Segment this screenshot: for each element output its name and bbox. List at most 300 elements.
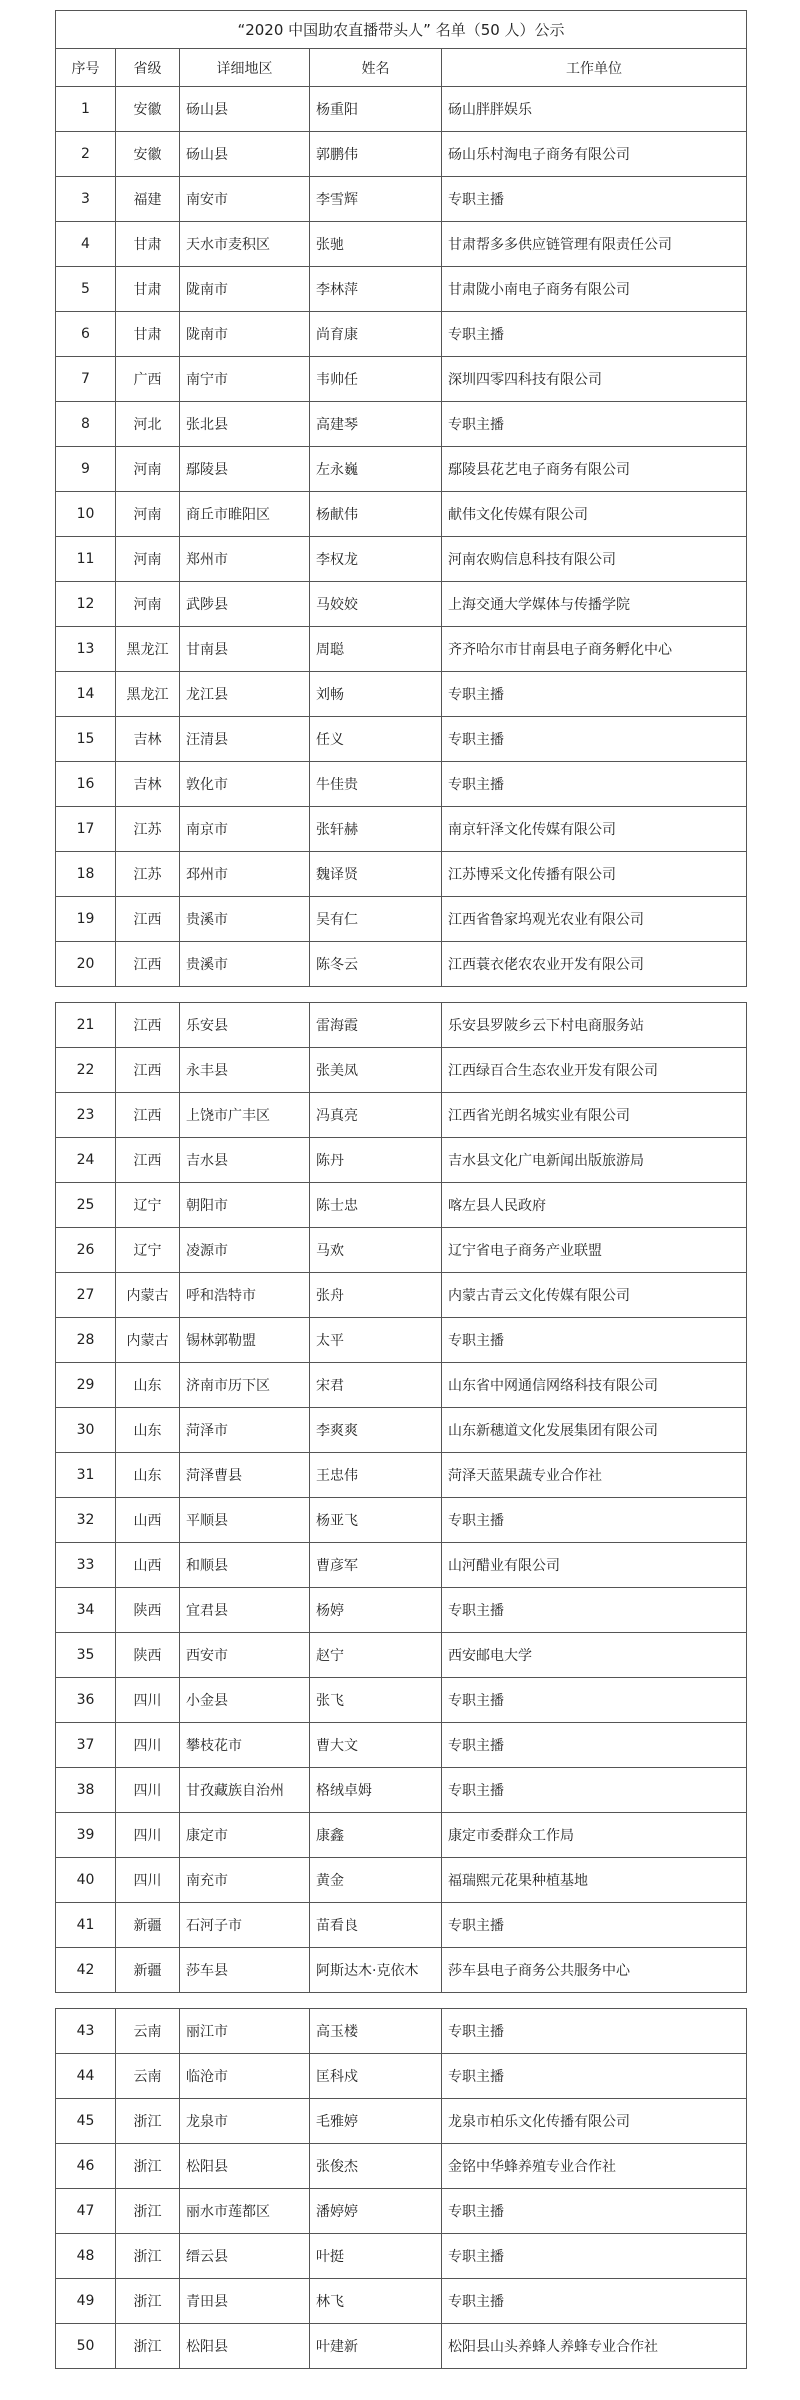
row-workplace: 内蒙古青云文化传媒有限公司 bbox=[442, 1273, 747, 1318]
row-number: 11 bbox=[56, 537, 116, 582]
row-name: 吴有仁 bbox=[310, 897, 442, 942]
row-area: 南宁市 bbox=[180, 357, 310, 402]
row-area: 丽水市莲都区 bbox=[180, 2189, 310, 2234]
table-row bbox=[56, 897, 747, 942]
row-number: 20 bbox=[56, 942, 116, 987]
row-workplace: 喀左县人民政府 bbox=[442, 1183, 747, 1228]
row-province: 陕西 bbox=[116, 1588, 180, 1633]
row-workplace: 龙泉市柏乐文化传播有限公司 bbox=[442, 2099, 747, 2144]
table-row bbox=[56, 1138, 747, 1183]
row-workplace: 鄢陵县花艺电子商务有限公司 bbox=[442, 447, 747, 492]
table-row bbox=[56, 2144, 747, 2189]
row-number: 6 bbox=[56, 312, 116, 357]
row-number: 18 bbox=[56, 852, 116, 897]
row-province: 云南 bbox=[116, 2054, 180, 2099]
row-number: 38 bbox=[56, 1768, 116, 1813]
row-area: 砀山县 bbox=[180, 87, 310, 132]
row-workplace: 松阳县山头养蜂人养蜂专业合作社 bbox=[442, 2324, 747, 2369]
row-workplace: 专职主播 bbox=[442, 672, 747, 717]
row-workplace: 甘肃陇小南电子商务有限公司 bbox=[442, 267, 747, 312]
row-workplace: 河南农购信息科技有限公司 bbox=[442, 537, 747, 582]
row-number: 28 bbox=[56, 1318, 116, 1363]
row-province: 山东 bbox=[116, 1408, 180, 1453]
row-province: 辽宁 bbox=[116, 1228, 180, 1273]
row-province: 吉林 bbox=[116, 762, 180, 807]
row-number: 13 bbox=[56, 627, 116, 672]
row-workplace: 专职主播 bbox=[442, 177, 747, 222]
row-province: 浙江 bbox=[116, 2189, 180, 2234]
row-workplace: 专职主播 bbox=[442, 2009, 747, 2054]
row-area: 菏泽市 bbox=[180, 1408, 310, 1453]
row-number: 22 bbox=[56, 1048, 116, 1093]
table-row bbox=[56, 2279, 747, 2324]
row-area: 贵溪市 bbox=[180, 897, 310, 942]
row-number: 8 bbox=[56, 402, 116, 447]
section-gap bbox=[56, 1993, 747, 2009]
row-province: 黑龙江 bbox=[116, 672, 180, 717]
table-row bbox=[56, 312, 747, 357]
row-province: 江苏 bbox=[116, 852, 180, 897]
row-name: 黄金 bbox=[310, 1858, 442, 1903]
header-name: 姓名 bbox=[310, 49, 442, 87]
row-area: 龙江县 bbox=[180, 672, 310, 717]
table-row bbox=[56, 1498, 747, 1543]
row-name: 潘婷婷 bbox=[310, 2189, 442, 2234]
row-name: 魏译贤 bbox=[310, 852, 442, 897]
row-workplace: 山东省中网通信网络科技有限公司 bbox=[442, 1363, 747, 1408]
row-workplace: 江西省鲁家坞观光农业有限公司 bbox=[442, 897, 747, 942]
table-row bbox=[56, 1723, 747, 1768]
row-workplace: 乐安县罗陂乡云下村电商服务站 bbox=[442, 1003, 747, 1048]
roster-table bbox=[55, 10, 747, 2369]
row-name: 杨亚飞 bbox=[310, 1498, 442, 1543]
row-name: 左永巍 bbox=[310, 447, 442, 492]
row-number: 3 bbox=[56, 177, 116, 222]
row-number: 26 bbox=[56, 1228, 116, 1273]
table-row bbox=[56, 1678, 747, 1723]
row-workplace: 江西蓑衣佬农农业开发有限公司 bbox=[442, 942, 747, 987]
table-row bbox=[56, 1768, 747, 1813]
table-title: “2020 中国助农直播带头人” 名单（50 人）公示 bbox=[56, 11, 747, 49]
row-workplace: 专职主播 bbox=[442, 312, 747, 357]
table-row bbox=[56, 177, 747, 222]
row-area: 石河子市 bbox=[180, 1903, 310, 1948]
row-area: 松阳县 bbox=[180, 2144, 310, 2189]
row-number: 1 bbox=[56, 87, 116, 132]
row-workplace: 上海交通大学媒体与传播学院 bbox=[442, 582, 747, 627]
row-name: 叶建新 bbox=[310, 2324, 442, 2369]
table-row bbox=[56, 537, 747, 582]
header-province: 省级 bbox=[116, 49, 180, 87]
row-workplace: 专职主播 bbox=[442, 2054, 747, 2099]
row-province: 内蒙古 bbox=[116, 1273, 180, 1318]
row-name: 郭鹏伟 bbox=[310, 132, 442, 177]
row-workplace: 山河醋业有限公司 bbox=[442, 1543, 747, 1588]
row-number: 9 bbox=[56, 447, 116, 492]
row-area: 缙云县 bbox=[180, 2234, 310, 2279]
row-area: 平顺县 bbox=[180, 1498, 310, 1543]
row-number: 35 bbox=[56, 1633, 116, 1678]
row-number: 50 bbox=[56, 2324, 116, 2369]
table-row bbox=[56, 2054, 747, 2099]
row-workplace: 深圳四零四科技有限公司 bbox=[442, 357, 747, 402]
row-name: 刘畅 bbox=[310, 672, 442, 717]
row-name: 杨献伟 bbox=[310, 492, 442, 537]
row-name: 韦帅任 bbox=[310, 357, 442, 402]
row-name: 李权龙 bbox=[310, 537, 442, 582]
row-number: 40 bbox=[56, 1858, 116, 1903]
table-row bbox=[56, 942, 747, 987]
row-workplace: 专职主播 bbox=[442, 402, 747, 447]
row-number: 41 bbox=[56, 1903, 116, 1948]
row-name: 高建琴 bbox=[310, 402, 442, 447]
row-province: 黑龙江 bbox=[116, 627, 180, 672]
row-province: 江西 bbox=[116, 897, 180, 942]
row-workplace: 专职主播 bbox=[442, 717, 747, 762]
row-province: 江西 bbox=[116, 1003, 180, 1048]
row-area: 陇南市 bbox=[180, 267, 310, 312]
row-province: 河南 bbox=[116, 447, 180, 492]
row-name: 马欢 bbox=[310, 1228, 442, 1273]
row-number: 12 bbox=[56, 582, 116, 627]
row-province: 江西 bbox=[116, 1093, 180, 1138]
row-province: 四川 bbox=[116, 1858, 180, 1903]
section-gap bbox=[56, 987, 747, 1003]
header-row bbox=[56, 49, 747, 87]
row-workplace: 专职主播 bbox=[442, 1498, 747, 1543]
row-area: 贵溪市 bbox=[180, 942, 310, 987]
table-row bbox=[56, 2189, 747, 2234]
table-row bbox=[56, 1003, 747, 1048]
table-row bbox=[56, 1453, 747, 1498]
announcement-sheet bbox=[55, 10, 746, 2369]
row-name: 王忠伟 bbox=[310, 1453, 442, 1498]
row-workplace: 砀山乐村淘电子商务有限公司 bbox=[442, 132, 747, 177]
row-workplace: 专职主播 bbox=[442, 2279, 747, 2324]
row-number: 27 bbox=[56, 1273, 116, 1318]
row-number: 14 bbox=[56, 672, 116, 717]
row-workplace: 砀山胖胖娱乐 bbox=[442, 87, 747, 132]
row-number: 39 bbox=[56, 1813, 116, 1858]
row-number: 19 bbox=[56, 897, 116, 942]
row-number: 5 bbox=[56, 267, 116, 312]
row-workplace: 齐齐哈尔市甘南县电子商务孵化中心 bbox=[442, 627, 747, 672]
row-province: 江西 bbox=[116, 1048, 180, 1093]
row-province: 吉林 bbox=[116, 717, 180, 762]
row-area: 锡林郭勒盟 bbox=[180, 1318, 310, 1363]
row-province: 山东 bbox=[116, 1453, 180, 1498]
row-workplace: 吉水县文化广电新闻出版旅游局 bbox=[442, 1138, 747, 1183]
header-area: 详细地区 bbox=[180, 49, 310, 87]
row-name: 高玉楼 bbox=[310, 2009, 442, 2054]
row-number: 33 bbox=[56, 1543, 116, 1588]
row-number: 45 bbox=[56, 2099, 116, 2144]
row-area: 上饶市广丰区 bbox=[180, 1093, 310, 1138]
row-workplace: 献伟文化传媒有限公司 bbox=[442, 492, 747, 537]
row-name: 曹大文 bbox=[310, 1723, 442, 1768]
title-row bbox=[56, 11, 747, 49]
row-area: 康定市 bbox=[180, 1813, 310, 1858]
row-number: 42 bbox=[56, 1948, 116, 1993]
row-province: 安徽 bbox=[116, 87, 180, 132]
row-province: 福建 bbox=[116, 177, 180, 222]
row-area: 永丰县 bbox=[180, 1048, 310, 1093]
row-area: 砀山县 bbox=[180, 132, 310, 177]
row-province: 江西 bbox=[116, 1138, 180, 1183]
row-workplace: 康定市委群众工作局 bbox=[442, 1813, 747, 1858]
row-province: 浙江 bbox=[116, 2324, 180, 2369]
row-number: 17 bbox=[56, 807, 116, 852]
table-row bbox=[56, 2099, 747, 2144]
row-area: 凌源市 bbox=[180, 1228, 310, 1273]
table-row bbox=[56, 762, 747, 807]
table-row bbox=[56, 222, 747, 267]
row-workplace: 专职主播 bbox=[442, 1588, 747, 1633]
row-number: 10 bbox=[56, 492, 116, 537]
table-row bbox=[56, 1633, 747, 1678]
row-province: 新疆 bbox=[116, 1903, 180, 1948]
row-name: 杨重阳 bbox=[310, 87, 442, 132]
row-name: 格绒卓姆 bbox=[310, 1768, 442, 1813]
row-number: 46 bbox=[56, 2144, 116, 2189]
row-number: 32 bbox=[56, 1498, 116, 1543]
row-workplace: 莎车县电子商务公共服务中心 bbox=[442, 1948, 747, 1993]
table-row bbox=[56, 807, 747, 852]
table-row bbox=[56, 1363, 747, 1408]
row-area: 吉水县 bbox=[180, 1138, 310, 1183]
row-name: 林飞 bbox=[310, 2279, 442, 2324]
row-province: 浙江 bbox=[116, 2144, 180, 2189]
table-row bbox=[56, 1903, 747, 1948]
row-area: 宜君县 bbox=[180, 1588, 310, 1633]
row-number: 44 bbox=[56, 2054, 116, 2099]
table-row bbox=[56, 1093, 747, 1138]
row-number: 34 bbox=[56, 1588, 116, 1633]
row-name: 陈丹 bbox=[310, 1138, 442, 1183]
table-row bbox=[56, 2234, 747, 2279]
row-name: 张轩赫 bbox=[310, 807, 442, 852]
row-area: 和顺县 bbox=[180, 1543, 310, 1588]
row-area: 临沧市 bbox=[180, 2054, 310, 2099]
row-area: 鄢陵县 bbox=[180, 447, 310, 492]
row-name: 马姣姣 bbox=[310, 582, 442, 627]
row-name: 雷海霞 bbox=[310, 1003, 442, 1048]
row-number: 23 bbox=[56, 1093, 116, 1138]
header-workplace: 工作单位 bbox=[442, 49, 747, 87]
table-row bbox=[56, 627, 747, 672]
row-name: 苗看良 bbox=[310, 1903, 442, 1948]
table-row bbox=[56, 1813, 747, 1858]
row-area: 菏泽曹县 bbox=[180, 1453, 310, 1498]
row-workplace: 江苏博采文化传播有限公司 bbox=[442, 852, 747, 897]
header-number: 序号 bbox=[56, 49, 116, 87]
row-province: 山西 bbox=[116, 1498, 180, 1543]
row-number: 7 bbox=[56, 357, 116, 402]
row-name: 陈冬云 bbox=[310, 942, 442, 987]
row-area: 西安市 bbox=[180, 1633, 310, 1678]
row-area: 小金县 bbox=[180, 1678, 310, 1723]
row-province: 四川 bbox=[116, 1813, 180, 1858]
row-province: 安徽 bbox=[116, 132, 180, 177]
row-area: 陇南市 bbox=[180, 312, 310, 357]
row-workplace: 专职主播 bbox=[442, 2189, 747, 2234]
row-workplace: 专职主播 bbox=[442, 1903, 747, 1948]
row-number: 37 bbox=[56, 1723, 116, 1768]
row-workplace: 甘肃帮多多供应链管理有限责任公司 bbox=[442, 222, 747, 267]
table-row bbox=[56, 87, 747, 132]
table-row bbox=[56, 582, 747, 627]
row-province: 甘肃 bbox=[116, 312, 180, 357]
row-area: 莎车县 bbox=[180, 1948, 310, 1993]
row-name: 周聪 bbox=[310, 627, 442, 672]
table-row bbox=[56, 1543, 747, 1588]
row-name: 叶挺 bbox=[310, 2234, 442, 2279]
row-province: 四川 bbox=[116, 1768, 180, 1813]
row-name: 杨婷 bbox=[310, 1588, 442, 1633]
row-area: 呼和浩特市 bbox=[180, 1273, 310, 1318]
section-gap-cell bbox=[56, 1993, 747, 2009]
table-row bbox=[56, 357, 747, 402]
row-number: 31 bbox=[56, 1453, 116, 1498]
table-row bbox=[56, 1048, 747, 1093]
table-row bbox=[56, 1318, 747, 1363]
row-name: 任义 bbox=[310, 717, 442, 762]
row-province: 辽宁 bbox=[116, 1183, 180, 1228]
row-area: 甘南县 bbox=[180, 627, 310, 672]
row-province: 河南 bbox=[116, 537, 180, 582]
table-row bbox=[56, 1408, 747, 1453]
row-area: 济南市历下区 bbox=[180, 1363, 310, 1408]
row-number: 24 bbox=[56, 1138, 116, 1183]
row-workplace: 专职主播 bbox=[442, 1768, 747, 1813]
row-area: 松阳县 bbox=[180, 2324, 310, 2369]
row-area: 丽江市 bbox=[180, 2009, 310, 2054]
row-workplace: 山东新穗道文化发展集团有限公司 bbox=[442, 1408, 747, 1453]
row-area: 朝阳市 bbox=[180, 1183, 310, 1228]
row-name: 李爽爽 bbox=[310, 1408, 442, 1453]
row-area: 乐安县 bbox=[180, 1003, 310, 1048]
row-name: 张舟 bbox=[310, 1273, 442, 1318]
row-name: 匡科戍 bbox=[310, 2054, 442, 2099]
row-name: 冯真亮 bbox=[310, 1093, 442, 1138]
row-area: 南安市 bbox=[180, 177, 310, 222]
row-number: 43 bbox=[56, 2009, 116, 2054]
row-workplace: 西安邮电大学 bbox=[442, 1633, 747, 1678]
row-province: 河南 bbox=[116, 582, 180, 627]
row-name: 李林萍 bbox=[310, 267, 442, 312]
row-area: 汪清县 bbox=[180, 717, 310, 762]
row-name: 赵宁 bbox=[310, 1633, 442, 1678]
row-area: 青田县 bbox=[180, 2279, 310, 2324]
row-province: 山西 bbox=[116, 1543, 180, 1588]
row-workplace: 金铭中华蜂养殖专业合作社 bbox=[442, 2144, 747, 2189]
row-province: 山东 bbox=[116, 1363, 180, 1408]
row-province: 浙江 bbox=[116, 2234, 180, 2279]
table-row bbox=[56, 1588, 747, 1633]
row-province: 四川 bbox=[116, 1678, 180, 1723]
row-number: 21 bbox=[56, 1003, 116, 1048]
row-workplace: 南京轩泽文化传媒有限公司 bbox=[442, 807, 747, 852]
row-workplace: 江西绿百合生态农业开发有限公司 bbox=[442, 1048, 747, 1093]
row-number: 25 bbox=[56, 1183, 116, 1228]
row-name: 宋君 bbox=[310, 1363, 442, 1408]
table-row bbox=[56, 2324, 747, 2369]
row-area: 攀枝花市 bbox=[180, 1723, 310, 1768]
row-number: 36 bbox=[56, 1678, 116, 1723]
row-number: 2 bbox=[56, 132, 116, 177]
table-body bbox=[56, 87, 747, 2369]
row-province: 云南 bbox=[116, 2009, 180, 2054]
row-name: 曹彦军 bbox=[310, 1543, 442, 1588]
row-number: 49 bbox=[56, 2279, 116, 2324]
row-workplace: 菏泽天蓝果蔬专业合作社 bbox=[442, 1453, 747, 1498]
row-workplace: 专职主播 bbox=[442, 762, 747, 807]
row-province: 甘肃 bbox=[116, 267, 180, 312]
table-row bbox=[56, 267, 747, 312]
row-area: 张北县 bbox=[180, 402, 310, 447]
table-row bbox=[56, 1228, 747, 1273]
row-area: 甘孜藏族自治州 bbox=[180, 1768, 310, 1813]
row-province: 江西 bbox=[116, 942, 180, 987]
row-name: 李雪辉 bbox=[310, 177, 442, 222]
row-workplace: 江西省光朗名城实业有限公司 bbox=[442, 1093, 747, 1138]
row-workplace: 辽宁省电子商务产业联盟 bbox=[442, 1228, 747, 1273]
row-name: 阿斯达木·克依木 bbox=[310, 1948, 442, 1993]
table-row bbox=[56, 492, 747, 537]
table-row bbox=[56, 1183, 747, 1228]
row-number: 29 bbox=[56, 1363, 116, 1408]
row-workplace: 专职主播 bbox=[442, 1723, 747, 1768]
row-province: 四川 bbox=[116, 1723, 180, 1768]
row-province: 甘肃 bbox=[116, 222, 180, 267]
row-name: 康鑫 bbox=[310, 1813, 442, 1858]
row-name: 陈士忠 bbox=[310, 1183, 442, 1228]
row-area: 郑州市 bbox=[180, 537, 310, 582]
row-number: 4 bbox=[56, 222, 116, 267]
table-row bbox=[56, 717, 747, 762]
table-row bbox=[56, 132, 747, 177]
table-row bbox=[56, 852, 747, 897]
row-province: 广西 bbox=[116, 357, 180, 402]
row-province: 陕西 bbox=[116, 1633, 180, 1678]
table-row bbox=[56, 447, 747, 492]
row-province: 浙江 bbox=[116, 2099, 180, 2144]
row-name: 张美凤 bbox=[310, 1048, 442, 1093]
row-name: 牛佳贵 bbox=[310, 762, 442, 807]
row-workplace: 专职主播 bbox=[442, 2234, 747, 2279]
table-row bbox=[56, 1948, 747, 1993]
row-area: 商丘市睢阳区 bbox=[180, 492, 310, 537]
row-name: 毛雅婷 bbox=[310, 2099, 442, 2144]
table-row bbox=[56, 1858, 747, 1903]
row-province: 江苏 bbox=[116, 807, 180, 852]
row-name: 太平 bbox=[310, 1318, 442, 1363]
row-area: 武陟县 bbox=[180, 582, 310, 627]
row-workplace: 福瑞熙元花果种植基地 bbox=[442, 1858, 747, 1903]
section-gap-cell bbox=[56, 987, 747, 1003]
row-number: 16 bbox=[56, 762, 116, 807]
table-row bbox=[56, 2009, 747, 2054]
row-number: 15 bbox=[56, 717, 116, 762]
row-province: 内蒙古 bbox=[116, 1318, 180, 1363]
table-row bbox=[56, 402, 747, 447]
row-province: 河南 bbox=[116, 492, 180, 537]
table-row bbox=[56, 1273, 747, 1318]
row-area: 南京市 bbox=[180, 807, 310, 852]
row-workplace: 专职主播 bbox=[442, 1678, 747, 1723]
row-area: 天水市麦积区 bbox=[180, 222, 310, 267]
row-name: 张飞 bbox=[310, 1678, 442, 1723]
